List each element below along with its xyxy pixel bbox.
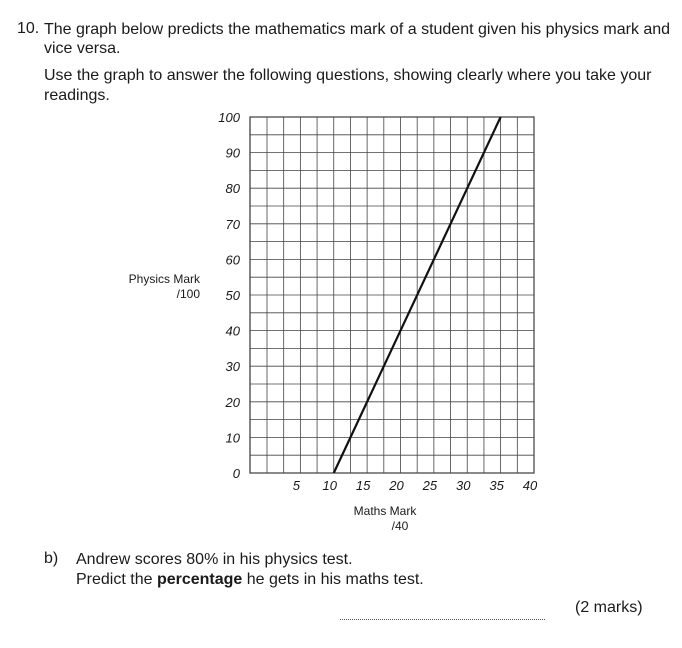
x-tick-label: 15 bbox=[355, 478, 371, 493]
graph-tick-labels bbox=[218, 110, 538, 493]
x-tick-label: 30 bbox=[456, 478, 471, 493]
part-b-line-2-prefix: Predict the bbox=[76, 571, 157, 588]
x-tick-label: 10 bbox=[322, 478, 337, 493]
x-axis-label bbox=[330, 504, 440, 534]
y-tick-label: 90 bbox=[225, 145, 240, 161]
x-tick-label: 35 bbox=[489, 478, 504, 493]
y-tick-label: 20 bbox=[225, 394, 240, 410]
y-tick-label: 70 bbox=[225, 216, 240, 232]
x-tick-label: 5 bbox=[292, 478, 300, 493]
y-axis-title: Physics Mark bbox=[128, 272, 200, 286]
x-tick-label: 40 bbox=[522, 478, 538, 493]
x-tick-label: 20 bbox=[389, 478, 404, 493]
y-tick-label: 80 bbox=[225, 181, 240, 197]
question-instruction: Use the graph to answer the following questions, showing clearly where you take your readings. bbox=[44, 67, 652, 104]
part-b-question bbox=[76, 550, 424, 590]
y-axis-unit: /100 bbox=[176, 287, 200, 301]
y-tick-label: 10 bbox=[225, 430, 240, 446]
question-intro: The graph below predicts the mathematics mark of a student given his physics mark and vice versa. bbox=[44, 21, 671, 57]
part-b-label: b) bbox=[44, 550, 59, 567]
y-tick-label: 60 bbox=[225, 252, 240, 268]
y-tick-label: 0 bbox=[232, 466, 240, 481]
y-tick-label: 40 bbox=[225, 323, 240, 339]
x-axis-unit: /40 bbox=[391, 519, 409, 533]
part-b-line-2-suffix: he gets in his maths test. bbox=[242, 571, 424, 588]
y-tick-label: 30 bbox=[225, 359, 240, 375]
x-tick-label: 25 bbox=[422, 478, 438, 493]
answer-line[interactable] bbox=[340, 617, 545, 620]
part-b-line-2 bbox=[76, 570, 424, 590]
part-b-line-1: Andrew scores 80% in his physics test. bbox=[76, 551, 353, 568]
question-number: 10. bbox=[17, 20, 40, 37]
y-tick-label: 50 bbox=[225, 288, 240, 303]
marks-allocation: (2 marks) bbox=[575, 599, 643, 616]
y-axis-label bbox=[100, 272, 200, 302]
x-axis-title: Maths Mark bbox=[353, 504, 417, 518]
part-b-emphasis: percentage bbox=[156, 571, 243, 588]
y-tick-label: 100 bbox=[218, 110, 240, 125]
graph-grid bbox=[250, 117, 534, 473]
